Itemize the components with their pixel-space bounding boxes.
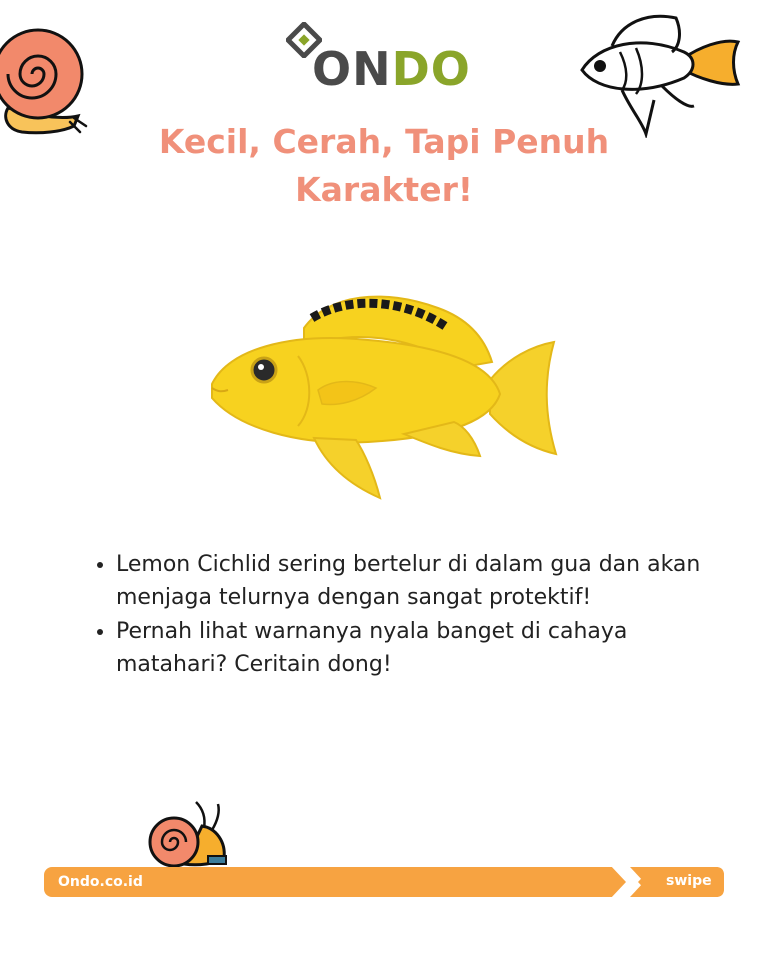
page-title: Kecil, Cerah, Tapi Penuh Karakter! [158,122,610,209]
lemon-cichlid-illustration [208,288,560,502]
fact-list [92,548,716,682]
ondo-logo [286,22,486,102]
list-item: • Lemon Cichlid sering bertelur di dalam gua dan akan menjaga telurnya dengan sangat protektif! [116,548,716,614]
logo-text-do: DO [391,42,471,96]
list-item: • Pernah lihat warnanya nyala banget di cahaya matahari? Ceritain dong! [116,615,716,681]
snail-icon [144,798,230,868]
snail-icon [0,22,90,138]
site-link[interactable]: Ondo.co.id [58,874,143,890]
logo-text-on: ON [312,42,392,96]
swipe-button[interactable]: swipe [666,873,712,889]
